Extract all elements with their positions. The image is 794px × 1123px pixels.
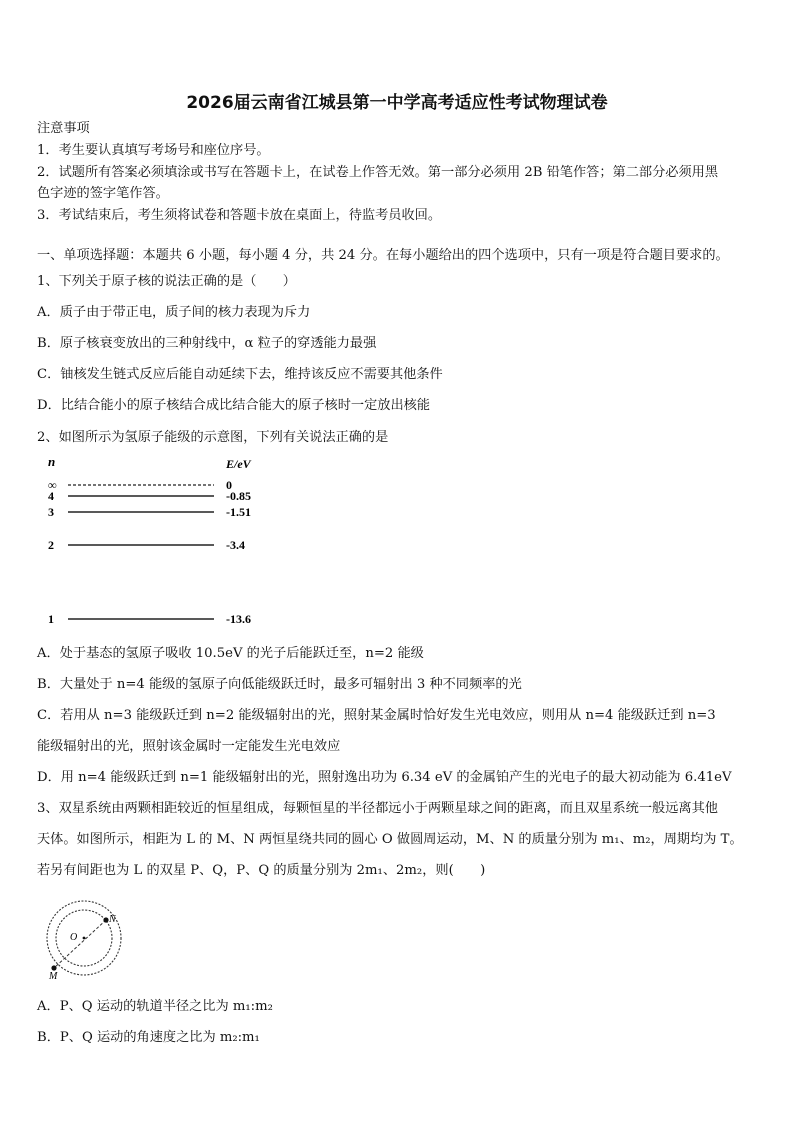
notes-item-1: 1．考生要认真填写考场号和座位序号。 bbox=[37, 143, 270, 158]
q3-option-b: B．P、Q 运动的角速度之比为 m₂:m₁ bbox=[37, 1030, 260, 1045]
level-n-label: 2 bbox=[48, 538, 54, 552]
q1-stem: 1、下列关于原子核的说法正确的是（ ） bbox=[37, 274, 296, 289]
q2-option-c-cont: 能级辐射出的光，照射该金属时一定能发生光电效应 bbox=[37, 739, 341, 754]
q2-option-a: A．处于基态的氢原子吸收 10.5eV 的光子后能跃迁至，n=2 能级 bbox=[37, 646, 424, 661]
level-n-label: 4 bbox=[48, 489, 54, 503]
notes-heading: 注意事项 bbox=[37, 121, 90, 136]
q1-option-c: C．铀核发生链式反应后能自动延续下去，维持该反应不需要其他条件 bbox=[37, 367, 443, 382]
level-energy-label: -0.85 bbox=[226, 489, 251, 503]
q2-option-b: B．大量处于 n=4 能级的氢原子向低能级跃迁时，最多可辐射出 3 种不同频率的光 bbox=[37, 677, 522, 692]
level-energy-label: -13.6 bbox=[226, 612, 251, 626]
level-energy-label: -3.4 bbox=[226, 538, 245, 552]
n-axis-label: n bbox=[48, 454, 56, 469]
star-m bbox=[51, 965, 56, 970]
q2-stem: 2、如图所示为氢原子能级的示意图，下列有关说法正确的是 bbox=[37, 430, 389, 445]
connecting-line bbox=[54, 920, 106, 968]
q1-option-b: B．原子核衰变放出的三种射线中，α 粒子的穿透能力最强 bbox=[37, 336, 377, 351]
binary-star-diagram bbox=[38, 900, 138, 982]
notes-item-2-cont: 色字迹的签字笔作答。 bbox=[37, 186, 169, 201]
energy-axis-label: E/eV bbox=[226, 457, 251, 471]
page-title: 2026届云南省江城县第一中学高考适应性考试物理试卷 bbox=[186, 93, 608, 113]
label-o: O bbox=[70, 932, 78, 943]
level-n-label: ∞ bbox=[48, 478, 57, 492]
label-n: N bbox=[109, 914, 116, 925]
level-energy-label: -1.51 bbox=[226, 505, 251, 519]
q3-stem-2: 天体。如图所示，相距为 L 的 M、N 两恒星绕共同的圆心 O 做圆周运动，M、N 的质量分别为 m₁、m₂，周期均为 T。 bbox=[37, 832, 743, 847]
q3-option-a: A．P、Q 运动的轨道半径之比为 m₁:m₂ bbox=[37, 999, 273, 1014]
level-n-label: 3 bbox=[48, 505, 54, 519]
level-energy-label: 0 bbox=[226, 478, 232, 492]
label-m: M bbox=[49, 971, 58, 982]
section-heading: 一、单项选择题：本题共 6 小题，每小题 4 分，共 24 分。在每小题给出的四个选项中，只有一项是符合题目要求的。 bbox=[37, 248, 729, 263]
star-n bbox=[103, 917, 108, 922]
notes-item-3: 3．考试结束后，考生须将试卷和答题卡放在桌面上，待监考员收回。 bbox=[37, 208, 442, 223]
q2-option-c: C．若用从 n=3 能级跃迁到 n=2 能级辐射出的光，照射某金属时恰好发生光电效应，则用从 n=4 能级跃迁到 n=3 bbox=[37, 708, 716, 723]
notes-item-2: 2．试题所有答案必须填涂或书写在答题卡上，在试卷上作答无效。第一部分必须用 2B 铅笔作答；第二部分必须用黑 bbox=[37, 165, 719, 180]
q1-option-d: D．比结合能小的原子核结合成比结合能大的原子核时一定放出核能 bbox=[37, 398, 431, 413]
q1-option-a: A．质子由于带正电，质子间的核力表现为斥力 bbox=[37, 305, 311, 320]
level-n-label: 1 bbox=[48, 612, 54, 626]
energy-level-diagram bbox=[36, 452, 276, 634]
q2-option-d: D．用 n=4 能级跃迁到 n=1 能级辐射出的光，照射逸出功为 6.34 eV 的金属铂产生的光电子的最大初动能为 6.41eV bbox=[37, 770, 732, 785]
q3-stem-3: 若另有间距也为 L 的双星 P、Q，P、Q 的质量分别为 2m₁、2m₂，则( ) bbox=[37, 863, 486, 878]
center-o bbox=[83, 937, 86, 940]
q3-stem-1: 3、双星系统由两颗相距较近的恒星组成，每颗恒星的半径都远小于两颗星球之间的距离，而且双星系统一般远离其他 bbox=[37, 801, 718, 816]
